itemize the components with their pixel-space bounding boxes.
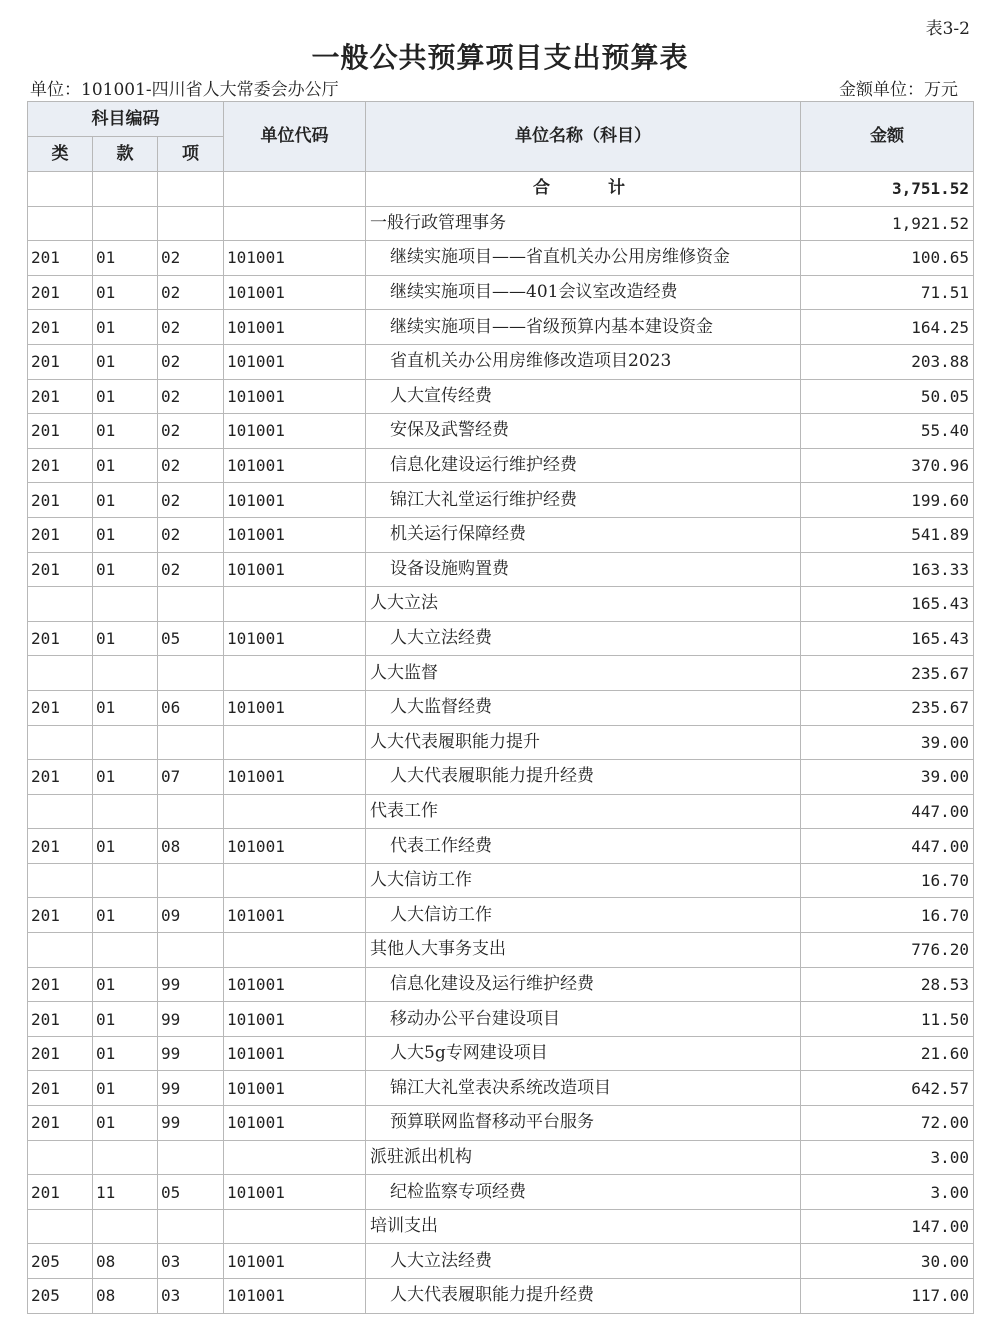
category-row [28,933,974,968]
unit-name-cell: 派驻派出机构 [366,1140,801,1175]
kuan-cell: 08 [93,1279,158,1314]
unit-name-cell: 人大立法 [366,587,801,622]
item-row [28,379,974,414]
lei-cell [28,725,93,760]
xiang-cell: 99 [158,1002,224,1037]
amount-cell: 1,921.52 [801,206,974,241]
lei-cell: 201 [28,344,93,379]
xiang-cell [158,933,224,968]
unit-code-cell: 101001 [224,690,366,725]
unit-name-cell: 培训支出 [366,1209,801,1244]
lei-cell: 201 [28,898,93,933]
unit-code-cell: 101001 [224,967,366,1002]
item-row [28,829,974,864]
unit-name-cell: 继续实施项目——省级预算内基本建设资金 [366,310,801,345]
unit-code-cell: 101001 [224,344,366,379]
kuan-cell: 01 [93,241,158,276]
total-lei-cell [28,172,93,207]
lei-cell: 201 [28,1036,93,1071]
lei-cell: 201 [28,552,93,587]
lei-cell [28,587,93,622]
unit-code-cell: 101001 [224,621,366,656]
lei-cell [28,933,93,968]
amount-cell: 39.00 [801,760,974,795]
lei-cell: 201 [28,483,93,518]
kuan-cell [93,794,158,829]
amount-cell: 16.70 [801,898,974,933]
xiang-cell: 02 [158,310,224,345]
total-label: 合 计 [366,172,801,207]
xiang-cell: 02 [158,552,224,587]
unit-code-cell [224,1140,366,1175]
kuan-cell: 01 [93,1036,158,1071]
xiang-cell: 02 [158,483,224,518]
table-number: 表3-2 [925,19,970,39]
unit-code-cell: 101001 [224,414,366,449]
xiang-cell: 08 [158,829,224,864]
xiang-cell: 06 [158,690,224,725]
unit-name-cell: 锦江大礼堂表决系统改造项目 [366,1071,801,1106]
unit-code-cell: 101001 [224,1244,366,1279]
subject-code-header: 科目编码 [28,102,224,137]
item-row [28,621,974,656]
item-row [28,241,974,276]
unit-name-cell: 省直机关办公用房维修改造项目2023 [366,344,801,379]
xiang-header: 项 [158,137,224,172]
unit-code-cell [224,587,366,622]
unit-code-cell [224,863,366,898]
unit-code-cell: 101001 [224,379,366,414]
xiang-cell [158,1140,224,1175]
kuan-cell: 01 [93,379,158,414]
xiang-cell: 03 [158,1244,224,1279]
unit-code-cell: 101001 [224,1279,366,1314]
amount-cell: 16.70 [801,863,974,898]
kuan-cell [93,206,158,241]
kuan-cell: 01 [93,1106,158,1141]
unit-name-cell: 继续实施项目——401会议室改造经费 [366,275,801,310]
unit-name-cell: 代表工作 [366,794,801,829]
kuan-cell: 01 [93,517,158,552]
unit-name-cell: 锦江大礼堂运行维护经费 [366,483,801,518]
unit-code-cell [224,794,366,829]
unit-code-cell [224,206,366,241]
xiang-cell [158,1209,224,1244]
item-row [28,517,974,552]
unit-code-cell [224,725,366,760]
amount-cell: 147.00 [801,1209,974,1244]
unit-code-cell: 101001 [224,275,366,310]
unit-code-cell: 101001 [224,552,366,587]
item-row [28,690,974,725]
kuan-cell: 01 [93,1071,158,1106]
lei-cell: 201 [28,448,93,483]
amount-cell: 3.00 [801,1175,974,1210]
lei-cell: 201 [28,760,93,795]
xiang-cell [158,656,224,691]
item-row [28,1002,974,1037]
amount-cell: 163.33 [801,552,974,587]
lei-cell: 205 [28,1244,93,1279]
amount-cell: 28.53 [801,967,974,1002]
unit-code-cell [224,1209,366,1244]
unit-code-cell [224,933,366,968]
total-kuan-cell [93,172,158,207]
unit-code-cell: 101001 [224,829,366,864]
kuan-cell: 01 [93,760,158,795]
amount-cell: 3.00 [801,1140,974,1175]
item-row [28,1071,974,1106]
amount-cell: 30.00 [801,1244,974,1279]
lei-cell [28,206,93,241]
xiang-cell: 02 [158,241,224,276]
item-row [28,448,974,483]
unit-name-cell: 人大信访工作 [366,898,801,933]
lei-cell: 201 [28,414,93,449]
item-row [28,310,974,345]
unit-code-cell: 101001 [224,760,366,795]
xiang-cell: 99 [158,1036,224,1071]
item-row [28,1244,974,1279]
budget-table [27,101,974,1314]
amount-cell: 21.60 [801,1036,974,1071]
lei-cell: 201 [28,1106,93,1141]
xiang-cell [158,794,224,829]
kuan-cell: 01 [93,898,158,933]
kuan-cell [93,1209,158,1244]
xiang-cell: 09 [158,898,224,933]
category-row [28,1140,974,1175]
amount-cell: 447.00 [801,794,974,829]
kuan-cell: 01 [93,552,158,587]
kuan-cell: 01 [93,275,158,310]
lei-cell: 201 [28,621,93,656]
unit-name-cell: 人大宣传经费 [366,379,801,414]
amount-cell: 203.88 [801,344,974,379]
unit-code-cell: 101001 [224,483,366,518]
xiang-cell: 02 [158,275,224,310]
money-unit-label: 金额单位：万元 [839,80,958,100]
kuan-cell [93,725,158,760]
lei-cell: 201 [28,379,93,414]
lei-cell [28,863,93,898]
xiang-cell: 05 [158,621,224,656]
page-title: 一般公共预算项目支出预算表 [311,41,689,74]
kuan-cell: 01 [93,967,158,1002]
unit-code-cell: 101001 [224,898,366,933]
amount-cell: 72.00 [801,1106,974,1141]
unit-name-cell: 继续实施项目——省直机关办公用房维修资金 [366,241,801,276]
item-row [28,275,974,310]
item-row [28,967,974,1002]
unit-code-header: 单位代码 [224,102,366,172]
category-row [28,656,974,691]
lei-cell [28,1140,93,1175]
unit-name-cell: 人大代表履职能力提升经费 [366,760,801,795]
unit-name-cell: 机关运行保障经费 [366,517,801,552]
unit-name-cell: 人大监督 [366,656,801,691]
item-row [28,1175,974,1210]
category-row [28,863,974,898]
table-body [28,172,974,1314]
kuan-cell: 01 [93,621,158,656]
unit-name-cell: 预算联网监督移动平台服务 [366,1106,801,1141]
lei-cell: 201 [28,310,93,345]
unit-name-cell: 人大信访工作 [366,863,801,898]
unit-code-cell: 101001 [224,1071,366,1106]
unit-code-cell: 101001 [224,1175,366,1210]
total-row [28,172,974,207]
lei-cell: 201 [28,241,93,276]
xiang-cell [158,725,224,760]
category-row [28,725,974,760]
xiang-cell: 02 [158,448,224,483]
unit-name-cell: 人大监督经费 [366,690,801,725]
lei-cell: 201 [28,1175,93,1210]
lei-cell: 205 [28,1279,93,1314]
unit-name-cell: 一般行政管理事务 [366,206,801,241]
amount-cell: 50.05 [801,379,974,414]
unit-name-cell: 人大代表履职能力提升经费 [366,1279,801,1314]
kuan-cell [93,587,158,622]
unit-code-cell: 101001 [224,1036,366,1071]
unit-name-cell: 其他人大事务支出 [366,933,801,968]
kuan-cell: 01 [93,1002,158,1037]
xiang-cell: 02 [158,344,224,379]
kuan-cell: 01 [93,344,158,379]
item-row [28,414,974,449]
xiang-cell: 99 [158,967,224,1002]
xiang-cell: 99 [158,1071,224,1106]
unit-name-cell: 设备设施购置费 [366,552,801,587]
category-row [28,206,974,241]
kuan-cell: 01 [93,414,158,449]
lei-cell [28,656,93,691]
kuan-cell: 01 [93,690,158,725]
kuan-cell [93,656,158,691]
item-row [28,344,974,379]
xiang-cell: 03 [158,1279,224,1314]
lei-cell: 201 [28,967,93,1002]
unit-code-cell: 101001 [224,517,366,552]
category-row [28,1209,974,1244]
amount-cell: 39.00 [801,725,974,760]
lei-cell: 201 [28,829,93,864]
unit-name-cell: 纪检监察专项经费 [366,1175,801,1210]
amount-cell: 164.25 [801,310,974,345]
lei-cell: 201 [28,1071,93,1106]
amount-cell: 11.50 [801,1002,974,1037]
item-row [28,483,974,518]
item-row [28,1106,974,1141]
total-amount: 3,751.52 [801,172,974,207]
kuan-cell: 11 [93,1175,158,1210]
lei-cell: 201 [28,690,93,725]
item-row [28,1279,974,1314]
unit-code-cell: 101001 [224,241,366,276]
amount-cell: 642.57 [801,1071,974,1106]
xiang-cell: 07 [158,760,224,795]
category-row [28,794,974,829]
amount-cell: 165.43 [801,587,974,622]
unit-name-cell: 代表工作经费 [366,829,801,864]
amount-cell: 199.60 [801,483,974,518]
amount-cell: 447.00 [801,829,974,864]
item-row [28,552,974,587]
xiang-cell [158,863,224,898]
unit-name-cell: 信息化建设及运行维护经费 [366,967,801,1002]
lei-cell [28,794,93,829]
amount-cell: 776.20 [801,933,974,968]
kuan-cell: 01 [93,310,158,345]
lei-cell: 201 [28,517,93,552]
item-row [28,1036,974,1071]
unit-name-cell: 人大立法经费 [366,1244,801,1279]
amount-cell: 165.43 [801,621,974,656]
lei-cell: 201 [28,275,93,310]
unit-name-cell: 人大5g专网建设项目 [366,1036,801,1071]
lei-cell [28,1209,93,1244]
xiang-cell: 02 [158,517,224,552]
unit-code-cell: 101001 [224,448,366,483]
xiang-cell: 99 [158,1106,224,1141]
amount-cell: 235.67 [801,656,974,691]
unit-name-cell: 信息化建设运行维护经费 [366,448,801,483]
category-row [28,587,974,622]
amount-cell: 100.65 [801,241,974,276]
amount-cell: 71.51 [801,275,974,310]
xiang-cell: 02 [158,414,224,449]
kuan-cell: 01 [93,448,158,483]
xiang-cell [158,206,224,241]
total-xiang-cell [158,172,224,207]
unit-name-cell: 人大代表履职能力提升 [366,725,801,760]
unit-code-cell: 101001 [224,1002,366,1037]
kuan-cell: 08 [93,1244,158,1279]
kuan-header: 款 [93,137,158,172]
table-header [28,102,974,172]
amount-cell: 55.40 [801,414,974,449]
unit-code-cell: 101001 [224,310,366,345]
unit-name-cell: 安保及武警经费 [366,414,801,449]
xiang-cell [158,587,224,622]
xiang-cell: 02 [158,379,224,414]
kuan-cell [93,933,158,968]
amount-cell: 117.00 [801,1279,974,1314]
unit-label: 单位：101001-四川省人大常委会办公厅 [30,80,339,100]
total-code-cell [224,172,366,207]
unit-code-cell [224,656,366,691]
unit-name-cell: 移动办公平台建设项目 [366,1002,801,1037]
unit-code-cell: 101001 [224,1106,366,1141]
amount-cell: 541.89 [801,517,974,552]
unit-name-cell: 人大立法经费 [366,621,801,656]
kuan-cell: 01 [93,483,158,518]
xiang-cell: 05 [158,1175,224,1210]
kuan-cell [93,863,158,898]
kuan-cell [93,1140,158,1175]
item-row [28,760,974,795]
unit-name-header: 单位名称（科目） [366,102,801,172]
amount-cell: 370.96 [801,448,974,483]
amount-header: 金额 [801,102,974,172]
lei-header: 类 [28,137,93,172]
item-row [28,898,974,933]
kuan-cell: 01 [93,829,158,864]
lei-cell: 201 [28,1002,93,1037]
amount-cell: 235.67 [801,690,974,725]
